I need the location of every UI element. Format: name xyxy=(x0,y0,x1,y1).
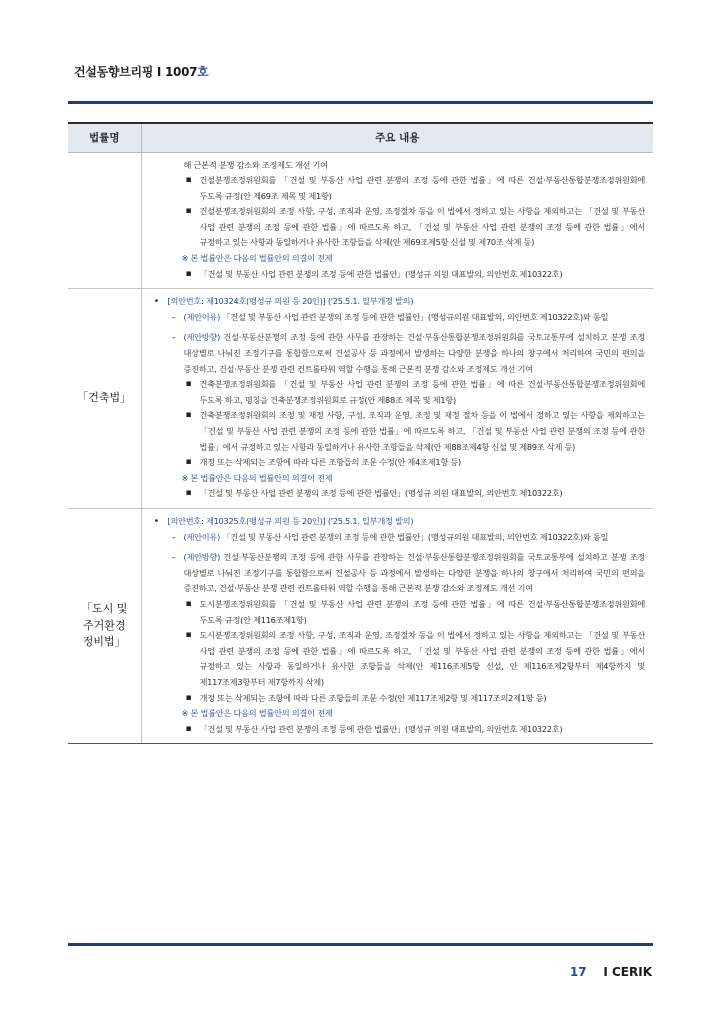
law-name-cell: 「건축법」 xyxy=(68,289,141,509)
content-cell xyxy=(141,508,653,743)
sub-bullet-item: ▪ 건축분쟁조정위원회의 조정 및 재정 사항, 구성, 조직과 운영, 조정 및 재정 절차 등을 이 법에서 정하고 있는 사항을 제외하고는 「건설 및 부동산 사업 관련 분쟁의 조정 등에 관한 법률」에 따르도록 하고, 「건설 및 부동산 사업 관련 분쟁의 조정 등에 관한 법률」에서 규정하고 있는 사항과 동일하거나 유사한 조항들을 삭제(안 제88조제4항 신설 및 제89조 삭제 등) xyxy=(148,408,646,455)
proposal-text: 「건설 및 부동산 사업 관련 분쟁의 조정 등에 관한 법률안」(맹성규의원 대표발의, 의안번호 제10322호)와 동일 xyxy=(220,531,609,542)
proposal-text: 건설·부동산분쟁의 조정 등에 관한 사무를 관장하는 건설·부동산통합분쟁조정위원회를 국토교통부에 설치하고 분쟁 조정 대상별로 나눠진 조정기구를 통합함으로써 건설공사 등 과정에서 발생하는 다양한 분쟁을 하나의 창구에서 처리하여 국민의 편의을 증진하고, 건설·부동산 분쟁 관련 컨트롤타워 역할 수행을 통해 근본적 분쟁 감소와 조정제도 개선 기여 xyxy=(183,332,645,374)
header-title: 건설동향브리핑 I 1007 xyxy=(74,65,198,79)
sub-bullet-item: ▪ 「건설 및 부동산 사업 관련 분쟁의 조정 등에 관한 법률안」(맹성규 의원 대표발의, 의안번호 제10322호) xyxy=(148,722,646,738)
page-footer xyxy=(570,965,652,979)
page-number: 17 xyxy=(569,965,587,979)
prerequisite-note: ※ 본 법률안은 다음의 법률안의 의결이 전제 xyxy=(181,708,333,719)
sub-bullet-item: ▪ 도시분쟁조정위원회를 「건설 및 부동산 사업 관련 분쟁의 조정 등에 관한 법률」에 따른 건설·부동산통합분쟁조정위원회에 두도록 규정(안 제116조제1항) xyxy=(148,597,646,628)
sub-bullet-item: ▪ 개정 또는 삭제되는 조항에 따라 다른 조항들의 조문 수정(안 제117조제2항 및 제117조의2제1항 등) xyxy=(148,691,646,707)
table-row xyxy=(68,508,653,743)
proposal-tag: (제안방향) xyxy=(183,332,221,343)
dash-marker: – xyxy=(171,311,176,322)
footer-brand: I CERIK xyxy=(603,965,652,979)
dash-marker: – xyxy=(171,552,176,563)
proposal-item xyxy=(148,330,646,377)
header-rule xyxy=(68,101,653,104)
bill-number-heading: • [의안번호: 제10324호(맹성규 의원 등 20인)] ('25.5.1. 일부개정 발의) xyxy=(148,294,646,310)
table-row xyxy=(68,152,653,289)
sub-bullet-item: ▪ 건설분쟁조정위원회의 조정 사항, 구성, 조직과 운영, 조정절차 등을 이 법에서 정하고 있는 사항을 제외하고는 「건설 및 부동산 사업 관련 분쟁의 조정 등에 관한 법률」에 따르도록 하고, 「건설 및 부동산 사업 관련 분쟁의 조정 등에 관한 법률」에서 규정하고 있는 사항과 동일하거나 유사한 조항들을 삭제(안 제69조제5항 신설 및 제70조 삭제 등) xyxy=(148,204,646,251)
proposal-tag: (제안방향) xyxy=(183,552,221,563)
page-header xyxy=(74,63,208,80)
bill-number-heading: • [의안번호: 제10325호(맹성규 의원 등 20인)] ('25.5.1. 일부개정 발의) xyxy=(148,514,646,530)
column-header-content: 주요 내용 xyxy=(141,123,653,152)
sub-bullet-item: ▪ 건축분쟁조정위원회를 「건설 및 부동산 사업 관련 분쟁의 조정 등에 관한 법률」에 따른 건설·부동산통합분쟁조정위원회에 두도록 하고, 명칭을 건축분쟁조정위원회로 규정(안 제88조 제목 및 제1항) xyxy=(148,377,646,408)
content-cell xyxy=(141,152,653,289)
law-name-line: 주거환경 xyxy=(82,618,126,632)
law-name-line: 「도시 및 xyxy=(81,602,128,616)
proposal-item xyxy=(148,530,646,546)
law-name-cell xyxy=(68,508,141,743)
law-summary-table xyxy=(68,122,653,744)
column-header-law: 법률명 xyxy=(68,123,141,152)
proposal-text: 건설·부동산분쟁의 조정 등에 관한 사무를 관장하는 건설·부동산통합분쟁조정위원회를 국토교통부에 설치하고 분쟁 조정 대상별로 나눠진 조정기구를 통합함으로써 건설공사 등 과정에서 발생하는 다양한 분쟁을 하나의 창구에서 처리하여 국민의 편의을 증진하고, 건설·부동산 분쟁 관련 컨트롤타워 역할 수행을 통해 근본적 분쟁 감소와 조정제도 개선 기여 xyxy=(183,552,645,594)
law-name-line: 정비법」 xyxy=(82,635,126,649)
footer-rule xyxy=(68,943,653,946)
sub-bullet-item: ▪ 개정 또는 삭제되는 조항에 따라 다른 조항들의 조문 수정(안 제4조제1항 등) xyxy=(148,455,646,471)
dash-marker: – xyxy=(171,531,176,542)
sub-bullet-item: ▪ 도시분쟁조정위원회의 조정 사항, 구성, 조직과 운영, 조정절차 등을 이 법에서 정하고 있는 사항을 제외하고는 「건설 및 부동산 사업 관련 분쟁의 조정 등에 관한 법률」에 따르도록 하고, 「건설 및 부동산 사업 관련 분쟁의 조정 등에 관한 법률」에서 규정하고 있는 사항과 동일하거나 유사한 조항들을 삭제(안 제116조제5항 신설, 안 제116조제2항부터 제4항까지 및 제117조제3항부터 제7항까지 삭제) xyxy=(148,628,646,690)
proposal-tag: (제안이유) xyxy=(183,531,221,542)
law-name-cell xyxy=(68,152,141,289)
table-header-row xyxy=(68,123,653,152)
prerequisite-note: ※ 본 법률안은 다음의 법률안의 의결이 전제 xyxy=(181,253,333,264)
proposal-tag: (제안이유) xyxy=(183,311,221,322)
dash-marker: – xyxy=(171,332,176,343)
sub-bullet-item: ▪ 건설분쟁조정위원회를 「건설 및 부동산 사업 관련 분쟁의 조정 등에 관한 법률」에 따른 건설·부동산통합분쟁조정위원회에 두도록 규정(안 제69조 제목 및 제1항) xyxy=(148,173,646,204)
content-cell xyxy=(141,289,653,509)
sub-bullet-item: ▪ 「건설 및 부동산 사업 관련 분쟁의 조정 등에 관한 법률안」(맹성규 의원 대표발의, 의안번호 제10322호) xyxy=(148,267,646,283)
header-issue-suffix: 호 xyxy=(197,65,209,79)
continued-text: 해 근본적 분쟁 감소와 조정제도 개선 기여 xyxy=(183,159,328,170)
table-body xyxy=(68,152,653,744)
proposal-item xyxy=(148,550,646,597)
table-row xyxy=(68,289,653,509)
proposal-text: 「건설 및 부동산 사업 관련 분쟁의 조정 등에 관한 법률안」(맹성규의원 대표발의, 의안번호 제10322호)와 동일 xyxy=(220,311,609,322)
proposal-item xyxy=(148,310,646,326)
sub-bullet-item: ▪ 「건설 및 부동산 사업 관련 분쟁의 조정 등에 관한 법률안」(맹성규 의원 대표발의, 의안번호 제10322호) xyxy=(148,486,646,502)
prerequisite-note: ※ 본 법률안은 다음의 법률안의 의결이 전제 xyxy=(181,472,333,483)
